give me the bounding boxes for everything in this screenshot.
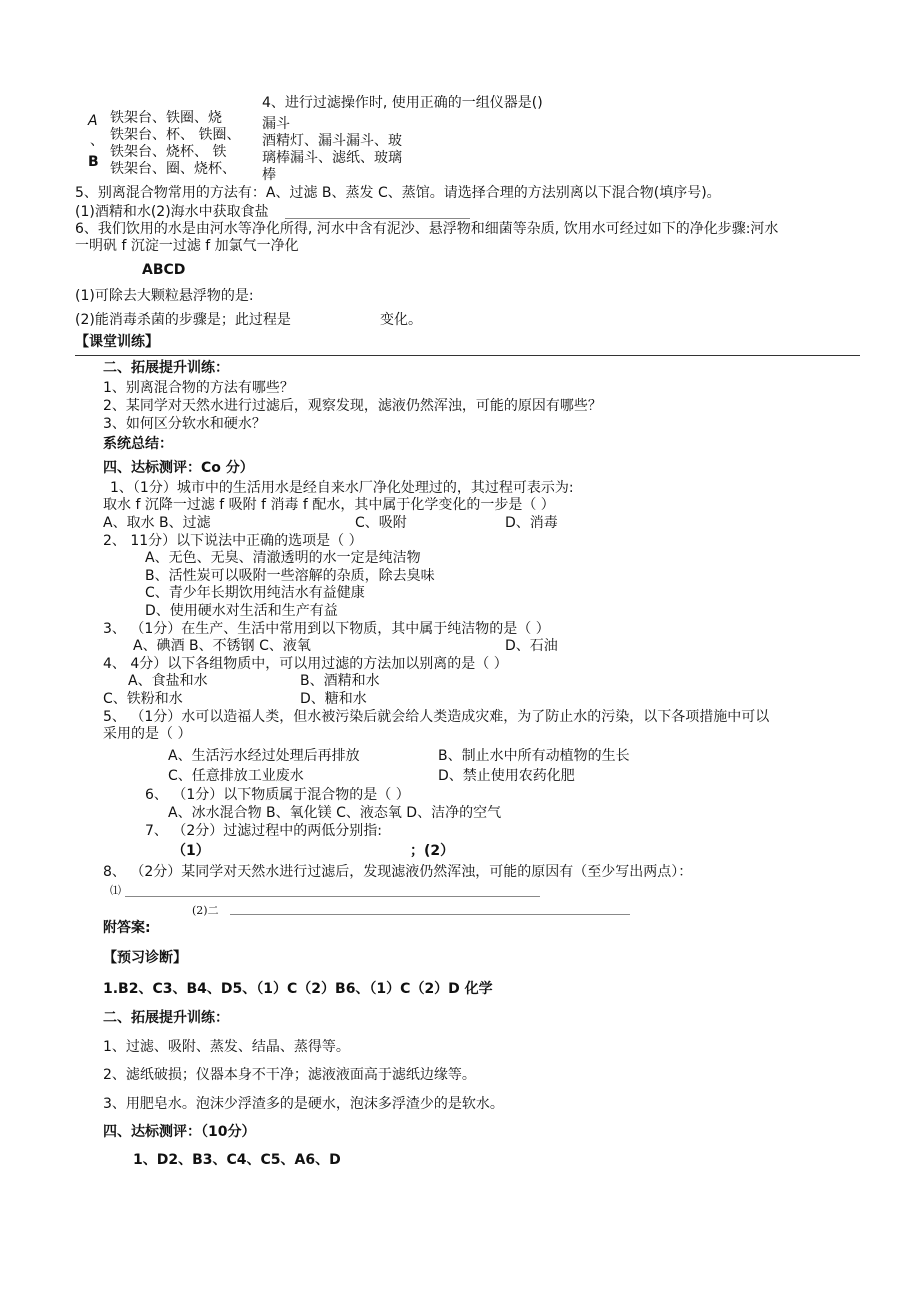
answers-title: 附答案: bbox=[103, 920, 151, 936]
option-letter-b: B bbox=[88, 154, 99, 170]
option-mark: 、 bbox=[90, 133, 104, 149]
q6-step-letters: ABCD bbox=[142, 262, 186, 278]
s4-q4-option-d: D、糖和水 bbox=[300, 691, 367, 707]
q4-left-line-1: 铁架台、铁圈、烧 bbox=[110, 110, 222, 126]
q4-right-line-1: 漏斗 bbox=[262, 116, 290, 132]
s4-q3-option-d: D、石油 bbox=[505, 638, 558, 654]
answers-section2-title: 二、拓展提升训练： bbox=[103, 1010, 229, 1026]
s4-q5-line-2: 采用的是（ ） bbox=[103, 726, 192, 742]
q6-stem-line-1: 6、我们饮用的水是由河水等净化所得, 河水中含有泥沙、悬浮物和细菌等杂质, 饮用水可经过如下的净化步骤:河水 bbox=[75, 221, 779, 237]
s4-q6-stem: 6、 （1分）以下物质属于混合物的是（ ） bbox=[145, 787, 410, 803]
q6-question-1: (1)可除去大颗粒悬浮物的是: bbox=[75, 288, 254, 304]
s4-q2-option-b: B、活性炭可以吸附一些溶解的杂质，除去臭味 bbox=[145, 568, 435, 584]
s4-q8-blank-1-label: ⑴ bbox=[110, 884, 121, 897]
s4-q7-stem: 7、 （2分）过滤过程中的两低分别指: bbox=[145, 823, 382, 839]
q5-answer-blank bbox=[285, 218, 470, 219]
section4-title: 四、达标测评：Co 分） bbox=[103, 460, 254, 476]
q4-left-line-2: 铁架台、杯、 铁圈、 bbox=[110, 127, 241, 143]
s4-q2-option-a: A、无色、无臭、清澈透明的水一定是纯洁物 bbox=[145, 550, 421, 566]
q4-left-line-3: 铁架台、烧杯、 铁 bbox=[110, 144, 227, 160]
s4-q5-line-1: 5、 （1分）水可以造福人类，但水被污染后就会给人类造成灾难，为了防止水的污染，以下各项措施中可以 bbox=[103, 709, 770, 725]
q4-right-line-2: 酒精灯、漏斗漏斗、玻 bbox=[262, 133, 402, 149]
s4-q3-stem: 3、 （1分）在生产、生活中常用到以下物质，其中属于纯洁物的是（ ） bbox=[103, 621, 550, 637]
s4-q4-option-c: C、铁粉和水 bbox=[103, 691, 183, 707]
s4-q3-options-abc: A、碘酒 B、不锈钢 C、液氧 bbox=[133, 638, 311, 654]
option-letter-a: A bbox=[88, 113, 98, 129]
s4-q2-option-d: D、使用硬水对生活和生产有益 bbox=[145, 603, 338, 619]
s4-q1-line-1: 1、（1分）城市中的生活用水是经自来水厂净化处理过的，其过程可表示为: bbox=[110, 480, 574, 496]
s4-q7-part-2: ；(2） bbox=[410, 843, 455, 859]
q4-stem: 4、进行过滤操作时, 使用正确的一组仪器是() bbox=[262, 95, 543, 111]
answers-section4-title: 四、达标测评：（10分） bbox=[103, 1124, 256, 1140]
s4-q8-blank-1 bbox=[125, 896, 540, 897]
answers-section2-item-2: 2、滤纸破损；仪器本身不干净；滤液液面高于滤纸边缘等。 bbox=[103, 1067, 476, 1083]
s4-q5-option-b: B、制止水中所有动植物的生长 bbox=[438, 748, 630, 764]
section2-title: 二、拓展提升训练： bbox=[103, 360, 229, 376]
s4-q2-option-c: C、青少年长期饮用纯洁水有益健康 bbox=[145, 585, 365, 601]
s4-q8-blank-2 bbox=[230, 914, 630, 915]
system-summary: 系统总结： bbox=[103, 436, 173, 452]
q5-stem: 5、别离混合物常用的方法有：A、过滤 B、蒸发 C、蒸馆。请选择合理的方法别离以下混合物(填序号)。 bbox=[75, 185, 721, 201]
s4-q5-option-c: C、任意排放工业废水 bbox=[168, 768, 304, 784]
s4-q5-option-d: D、禁止使用农药化肥 bbox=[438, 768, 575, 784]
classroom-training-header: 【课堂训练】 bbox=[75, 334, 159, 350]
answers-section2-item-1: 1、过滤、吸附、蒸发、结晶、蒸得等。 bbox=[103, 1039, 350, 1055]
s4-q5-option-a: A、生活污水经过处理后再排放 bbox=[168, 748, 360, 764]
section2-item-3: 3、如何区分软水和硬水？ bbox=[103, 416, 266, 432]
q6-stem-line-2: 一明矾 f 沉淀一过滤 f 加氯气一净化 bbox=[75, 238, 299, 254]
section2-item-2: 2、某同学对天然水进行过滤后，观察发现，滤液仍然浑浊，可能的原因有哪些？ bbox=[103, 398, 602, 414]
s4-q6-options: A、冰水混合物 B、氧化镁 C、液态氧 D、洁净的空气 bbox=[168, 805, 502, 821]
s4-q8-blank-2-label: (2)二 bbox=[192, 904, 219, 917]
answers-preview-values: 1.B2、C3、B4、D5、（1）C（2）B6、（1）C（2）D 化学 bbox=[103, 981, 493, 997]
answers-section4-values: 1、D2、B3、C4、C5、A6、D bbox=[133, 1152, 341, 1168]
q4-left-line-4: 铁架台、圈、烧杯、 bbox=[110, 161, 236, 177]
section2-item-1: 1、别离混合物的方法有哪些？ bbox=[103, 380, 294, 396]
s4-q4-option-b: B、酒精和水 bbox=[300, 673, 380, 689]
s4-q7-part-1: （1） bbox=[172, 843, 210, 859]
s4-q2-stem: 2、 11分）以下说法中正确的选项是（ ） bbox=[103, 533, 363, 549]
s4-q1-option-d: D、消毒 bbox=[505, 515, 558, 531]
q5-sub: (1)酒精和水(2)海水中获取食盐 bbox=[75, 204, 269, 220]
q6-question-2-tail: 变化。 bbox=[380, 312, 422, 328]
q4-right-line-4: 棒 bbox=[262, 167, 276, 183]
answers-preview-header: 【预习诊断】 bbox=[103, 950, 187, 966]
s4-q8-stem: 8、 （2分）某同学对天然水进行过滤后，发现滤液仍然浑浊，可能的原因有（至少写出两点）： bbox=[103, 864, 693, 880]
s4-q1-line-2: 取水 f 沉降一过滤 f 吸附 f 消毒 f 配水，其中属于化学变化的一步是（ ） bbox=[103, 497, 555, 513]
answers-section2-item-3: 3、用肥皂水。泡沫少浮渣多的是硬水，泡沫多浮渣少的是软水。 bbox=[103, 1096, 504, 1112]
s4-q4-stem: 4、 4分）以下各组物质中，可以用过滤的方法加以别离的是（ ） bbox=[103, 656, 508, 672]
s4-q4-option-a: A、食盐和水 bbox=[128, 673, 208, 689]
section-divider bbox=[75, 355, 860, 356]
s4-q1-option-ab: A、取水 B、过滤 bbox=[103, 515, 211, 531]
q4-right-line-3: 璃棒漏斗、滤纸、玻璃 bbox=[262, 150, 402, 166]
s4-q1-option-c: C、吸附 bbox=[355, 515, 407, 531]
q6-question-2: (2)能消毒杀菌的步骤是；此过程是 bbox=[75, 312, 291, 328]
